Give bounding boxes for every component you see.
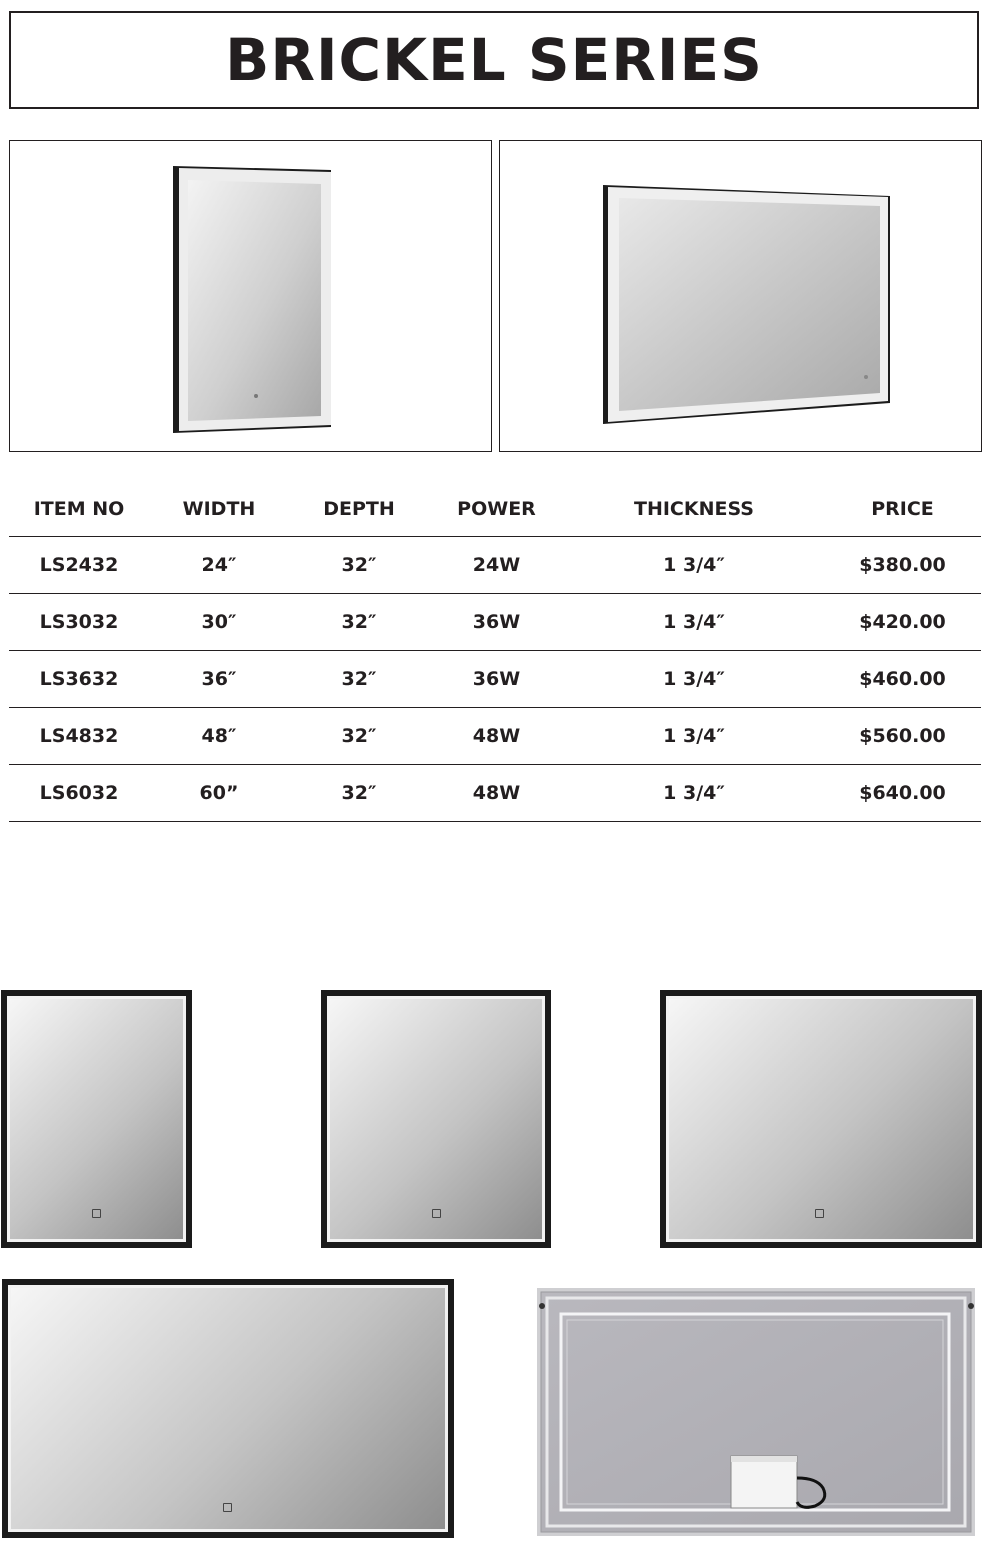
cell-thickness: 1 3/4″: [564, 537, 824, 594]
cell-item-no: LS3632: [9, 651, 149, 708]
cell-price: $640.00: [824, 765, 981, 822]
header-item-no: ITEM NO: [33, 498, 125, 520]
spec-table: [9, 482, 981, 822]
cell-item-no: LS6032: [9, 765, 149, 822]
cell-thickness: 1 3/4″: [564, 765, 824, 822]
header-price: PRICE: [871, 498, 934, 520]
cell-power: 36W: [429, 651, 564, 708]
cell-price: $380.00: [824, 537, 981, 594]
header-power: POWER: [457, 498, 536, 520]
title-box: [9, 11, 979, 109]
table-row: [9, 594, 981, 651]
cell-depth: 32″: [289, 765, 429, 822]
mirror-48x32-front: [2, 1279, 454, 1538]
cell-width: 48″: [149, 708, 289, 765]
cell-thickness: 1 3/4″: [564, 708, 824, 765]
cell-power: 48W: [429, 708, 564, 765]
table-header-row: [9, 482, 981, 537]
cell-power: 24W: [429, 537, 564, 594]
cell-price: $460.00: [824, 651, 981, 708]
cell-width: 30″: [149, 594, 289, 651]
table-row: [9, 765, 981, 822]
cell-width: 24″: [149, 537, 289, 594]
mirror-glass: [666, 996, 976, 1242]
mirror-24x32-front: [1, 990, 192, 1248]
touch-switch-icon: [92, 1209, 101, 1218]
cell-width: 60”: [149, 765, 289, 822]
landscape-mirror-angled-icon: [500, 141, 980, 450]
product-photo-portrait: [9, 140, 492, 452]
table-row: [9, 708, 981, 765]
cell-item-no: LS2432: [9, 537, 149, 594]
page-title: BRICKEL SERIES: [225, 26, 763, 94]
touch-switch-icon: [815, 1209, 824, 1218]
mirror-glass: [8, 1285, 448, 1532]
touch-switch-icon: [223, 1503, 232, 1512]
product-photo-landscape: [499, 140, 982, 452]
header-depth: DEPTH: [323, 498, 395, 520]
table-row: [9, 651, 981, 708]
cell-price: $420.00: [824, 594, 981, 651]
cell-depth: 32″: [289, 708, 429, 765]
mirror-glass: [327, 996, 545, 1242]
cell-thickness: 1 3/4″: [564, 594, 824, 651]
mirror-glass: [7, 996, 186, 1242]
cell-item-no: LS4832: [9, 708, 149, 765]
cell-width: 36″: [149, 651, 289, 708]
table-row: [9, 537, 981, 594]
portrait-mirror-angled-icon: [10, 141, 490, 450]
cell-depth: 32″: [289, 651, 429, 708]
cell-depth: 32″: [289, 594, 429, 651]
cell-power: 48W: [429, 765, 564, 822]
header-thickness: THICKNESS: [634, 498, 754, 520]
cell-depth: 32″: [289, 537, 429, 594]
touch-switch-icon: [432, 1209, 441, 1218]
mirror-36x32-front: [660, 990, 982, 1248]
cell-price: $560.00: [824, 708, 981, 765]
cell-power: 36W: [429, 594, 564, 651]
mirror-30x32-front: [321, 990, 551, 1248]
cell-thickness: 1 3/4″: [564, 651, 824, 708]
mirror-back-view: [537, 1288, 975, 1536]
header-width: WIDTH: [182, 498, 256, 520]
cell-item-no: LS3032: [9, 594, 149, 651]
